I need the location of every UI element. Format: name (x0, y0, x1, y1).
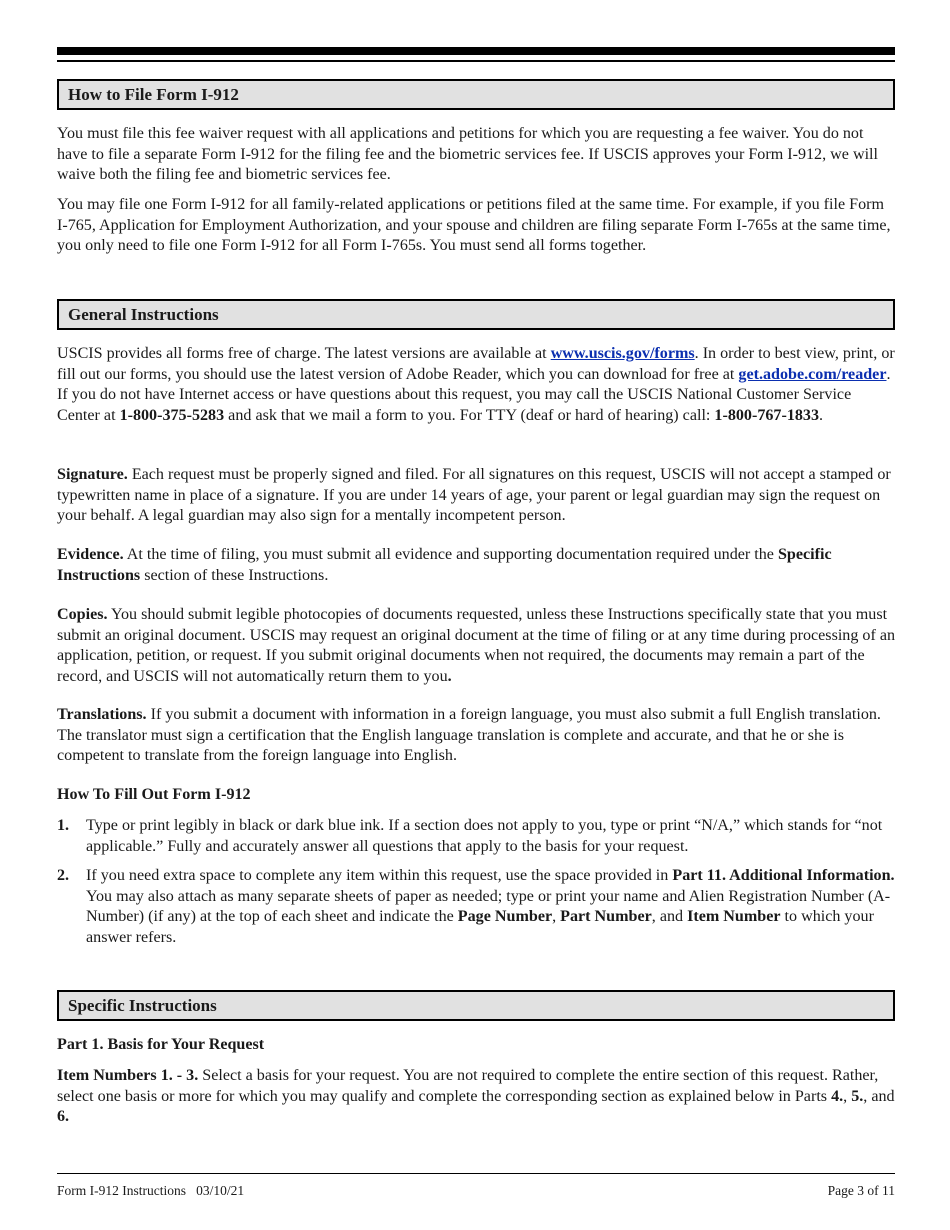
copies-paragraph: Copies. You should submit legible photocopies of documents requested, unless these Instructions specifically state that you must submit an original document. USCIS may request an original document at the time of filing or at any time during processing of an application, petition, or request. If you submit original documents when not required, the documents may remain a part of the record, and USCIS will not automatically return them to you. (57, 606, 896, 685)
translations-paragraph: Translations. If you submit a document with information in a foreign language, you must also submit a full English translation. The translator must sign a certification that the English language translation is complete and accurate, and that he or she is competent to translate from the foreign language into English. (57, 706, 881, 765)
customer-service-phone: 1-800-375-5283 (119, 406, 225, 424)
section-header-specific (57, 990, 895, 1021)
how-to-file-paragraph-1: You must file this fee waiver request with all applications and petitions for which you are requesting a fee waiver. You do not have to file a separate Form I-912 for the filing fee and the biometric services fee. If USCIS approves your Form I-912, we will waive both the filing fee and biometric services fee. (57, 125, 878, 184)
section-header-general (57, 299, 895, 330)
evidence-paragraph: Evidence. At the time of filing, you must submit all evidence and supporting documentation required under the Specific Instructions section of these Instructions. (57, 546, 832, 584)
uscis-forms-link[interactable]: www.uscis.gov/forms (550, 345, 695, 362)
item-numbers-paragraph: Item Numbers 1. - 3. Select a basis for your request. You are not required to complete the entire section of this request. Rather, select one basis or more for which you may qualify and complete the corresponding section as explained below in Parts 4., 5., and 6. (57, 1067, 895, 1126)
general-forms-paragraph: USCIS provides all forms free of charge. The latest versions are available at www.uscis.gov/forms. In order to best view, print, or fill out our forms, you should use the latest version of Adobe Reader, which you can download for free at get.adobe.com/reader. If you do not have Internet access or have questions about this request, you may call the USCIS National Customer Service Center at 1-800-375-5283 and ask that we mail a form to you. For TTY (deaf or hard of hearing) call: 1-800-767-1833. (57, 345, 895, 424)
how-to-file-paragraph-2: You may file one Form I-912 for all family-related applications or petitions filed at the same time. For example, if you file Form I-765, Application for Employment Authorization, and your spouse and children are filing separate Form I-765s at the same time, you only need to file one Form I-912 for all Form I-765s. You must send all forms together. (57, 196, 891, 255)
top-thin-rule (57, 60, 895, 62)
part1-heading: Part 1. Basis for Your Request (57, 1036, 265, 1053)
list-item: 1. Type or print legibly in black or dark blue ink. If a section does not apply to you, type or print “N/A,” which stands for “not applicable.” Fully and accurately answer all questions that apply to the basis for your request. (57, 817, 883, 855)
section-header-how-to-file (57, 79, 895, 110)
footer-page-number: Page 3 of 11 (827, 1183, 895, 1198)
footer-rule (57, 1173, 895, 1174)
list-item: 2. If you need extra space to complete any item within this request, use the space provided in Part 11. Additional Information. You may also attach as many separate sheets of paper as needed; type or print your name and Alien Registration Number (A-Number) (if any) at the top of each sheet and indicate the Page Number, Part Number, and Item Number to which your answer refers. (57, 867, 895, 946)
tty-phone: 1-800-767-1833 (714, 406, 820, 424)
signature-paragraph: Signature. Each request must be properly signed and filed. For all signatures on this request, USCIS will not accept a stamped or typewritten name in place of a signature. If you are under 14 years of age, your parent or legal guardian may sign the request on your behalf. A legal guardian may also sign for a mentally incompetent person. (57, 466, 891, 525)
footer-form-id: Form I-912 Instructions 03/10/21 (57, 1183, 245, 1198)
adobe-reader-link[interactable]: get.adobe.com/reader (738, 365, 887, 383)
section-title: How to File Form I-912 (68, 85, 239, 104)
section-title: General Instructions (68, 305, 219, 324)
section-title: Specific Instructions (68, 996, 217, 1015)
top-thick-rule (57, 47, 895, 55)
fill-out-heading: How To Fill Out Form I-912 (57, 786, 251, 803)
